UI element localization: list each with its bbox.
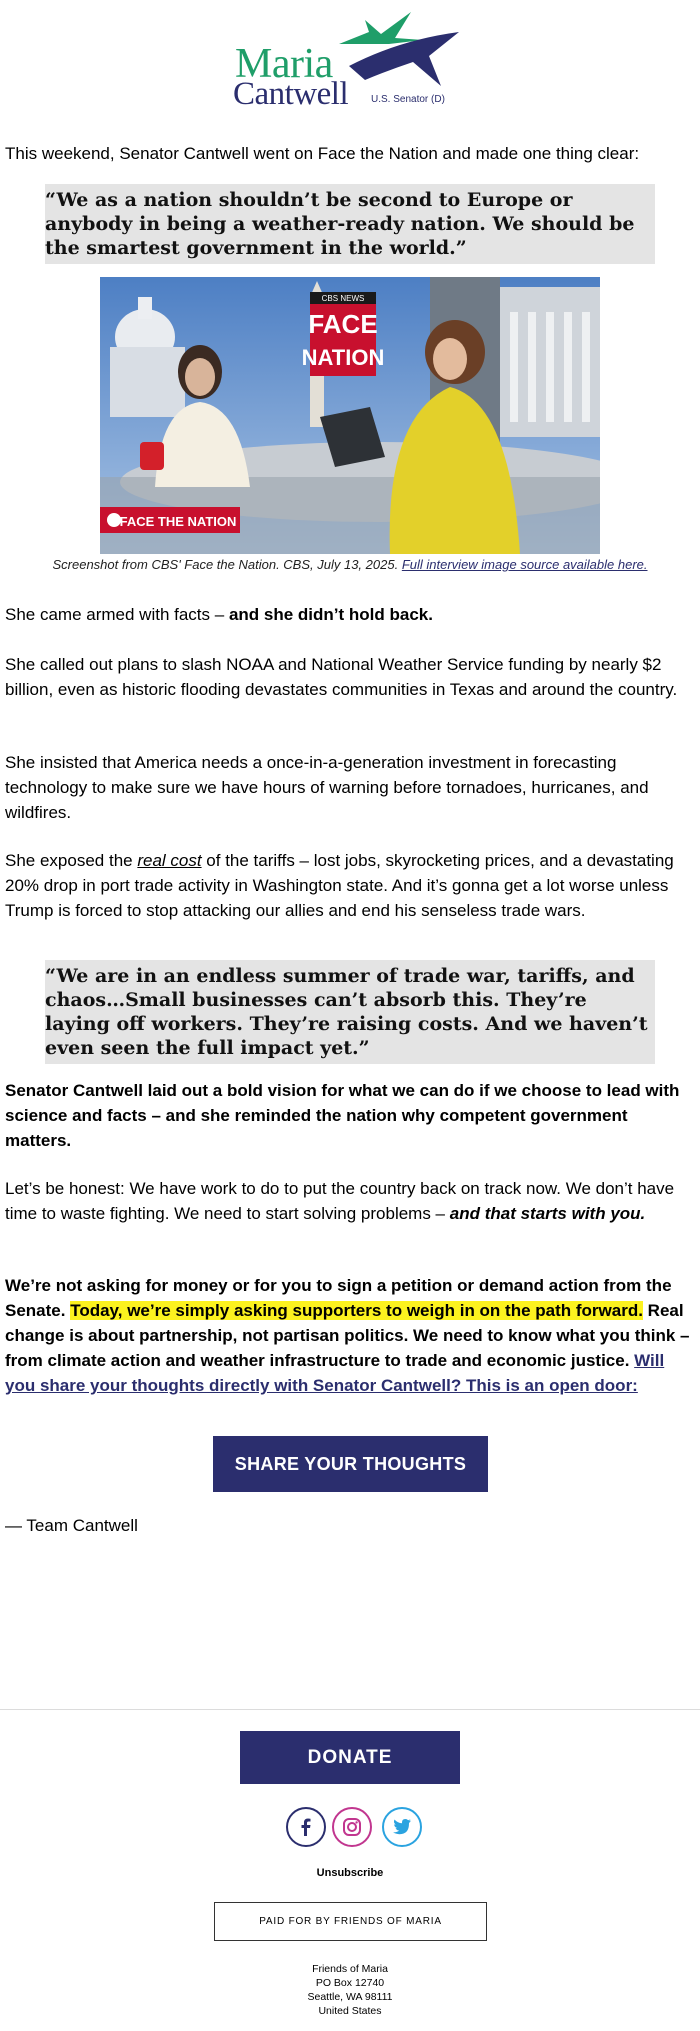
address-line: PO Box 12740	[315, 1977, 385, 1989]
unsubscribe-link[interactable]: Unsubscribe	[316, 1867, 384, 1879]
paragraph-forecasting: She insisted that America needs a once-in-a-generation investment in forecasting technology to make sure we have hours of warning before tornadoes, hurricanes, and wildfires.	[5, 753, 649, 822]
address-line: Friends of Maria	[312, 1963, 388, 1975]
address-line: United States	[318, 2005, 382, 2017]
para1-bold: and she didn’t hold back.	[228, 605, 433, 624]
interview-photo	[100, 277, 600, 554]
logo-subtitle: U.S. Senator (D)	[371, 94, 445, 105]
logo-first-name: Maria	[235, 41, 333, 87]
para7-part1: We’re not asking for money or for you to sign a petition or demand action from the Senate.	[5, 1276, 672, 1320]
footer-divider	[0, 1709, 700, 1710]
twitter-icon[interactable]	[382, 1807, 422, 1847]
para7-part2: Real change is about partnership, not partisan politics. We need to know what you think – from climate action and weather infrastructure to trade and economic justice.	[5, 1301, 690, 1370]
mailing-address	[0, 1962, 700, 2018]
face-the-nation-screenshot[interactable]	[100, 277, 600, 554]
quote-block-trade-war: “We are in an endless summer of trade war, tariffs, and chaos…Small businesses can’t absorb this. They’re laying off workers. They’re raising costs. And we haven’t even seen the full impact yet.”	[45, 960, 655, 1064]
facebook-icon[interactable]	[286, 1807, 326, 1847]
share-your-thoughts-button[interactable]: SHARE YOUR THOUGHTS	[213, 1436, 488, 1492]
share-thoughts-link[interactable]: Will you share your thoughts directly with Senator Cantwell? This is an open door:	[5, 1351, 665, 1395]
show-logo-face: FACE	[308, 309, 378, 339]
signoff: — Team Cantwell	[5, 1516, 138, 1535]
lower-third-label: FACE THE NATION	[119, 514, 237, 529]
para4-after: of the tariffs – lost jobs, skyrocketing prices, and a devastating 20% drop in port trade activity in Washington state. And it’s gonna get a lot worse unless Trump is forced to stop attacking our allies and end his senseless trade wars.	[5, 851, 674, 920]
address-line: Seattle, WA 98111	[307, 1991, 393, 2003]
show-logo-nation: NATION	[301, 345, 385, 370]
paragraph-facts	[5, 602, 695, 627]
para6-text: Let’s be honest: We have work to do to put the country back on track now. We don’t have time to waste fighting. We need to start solving problems –	[5, 1179, 675, 1223]
donate-button[interactable]: DONATE	[240, 1731, 460, 1784]
photo-caption	[0, 557, 700, 572]
paragraph-ask	[5, 1273, 695, 1398]
logo-swoosh-icon	[329, 10, 469, 90]
logo-last-name: Cantwell	[233, 76, 349, 112]
cbs-news-label: CBS NEWS	[321, 294, 365, 303]
para7-highlight: Today, we’re simply asking supporters to weigh in on the path forward.	[70, 1301, 643, 1320]
intro-paragraph: This weekend, Senator Cantwell went on Face the Nation and made one thing clear:	[5, 144, 640, 163]
quote-block-weather: “We as a nation shouldn’t be second to Europe or anybody in being a weather-ready nation. We should be the smartest government in the world.”	[45, 184, 655, 264]
paragraph-tariffs	[5, 848, 695, 923]
paragraph-noaa: She called out plans to slash NOAA and National Weather Service funding by nearly $2 billion, even as historic flooding devastates communities in Texas and around the country.	[5, 655, 678, 699]
paragraph-honest	[5, 1176, 695, 1226]
caption-text: Screenshot from CBS' Face the Nation. CBS, July 13, 2025.	[52, 557, 399, 572]
paid-for-by-box: PAID FOR BY FRIENDS OF MARIA	[214, 1902, 487, 1941]
instagram-icon[interactable]	[332, 1807, 372, 1847]
maria-cantwell-logo[interactable]	[233, 10, 469, 110]
paragraph-vision: Senator Cantwell laid out a bold vision for what we can do if we choose to lead with science and facts – and she reminded the nation why competent government matters.	[5, 1081, 680, 1150]
image-source-link[interactable]: Full interview image source available here.	[401, 557, 648, 572]
para6-bold-italic: and that starts with you.	[449, 1204, 646, 1223]
para4-before: She exposed the	[5, 851, 138, 870]
para4-emphasis: real cost	[137, 851, 202, 870]
para1-text: She came armed with facts –	[5, 605, 229, 624]
